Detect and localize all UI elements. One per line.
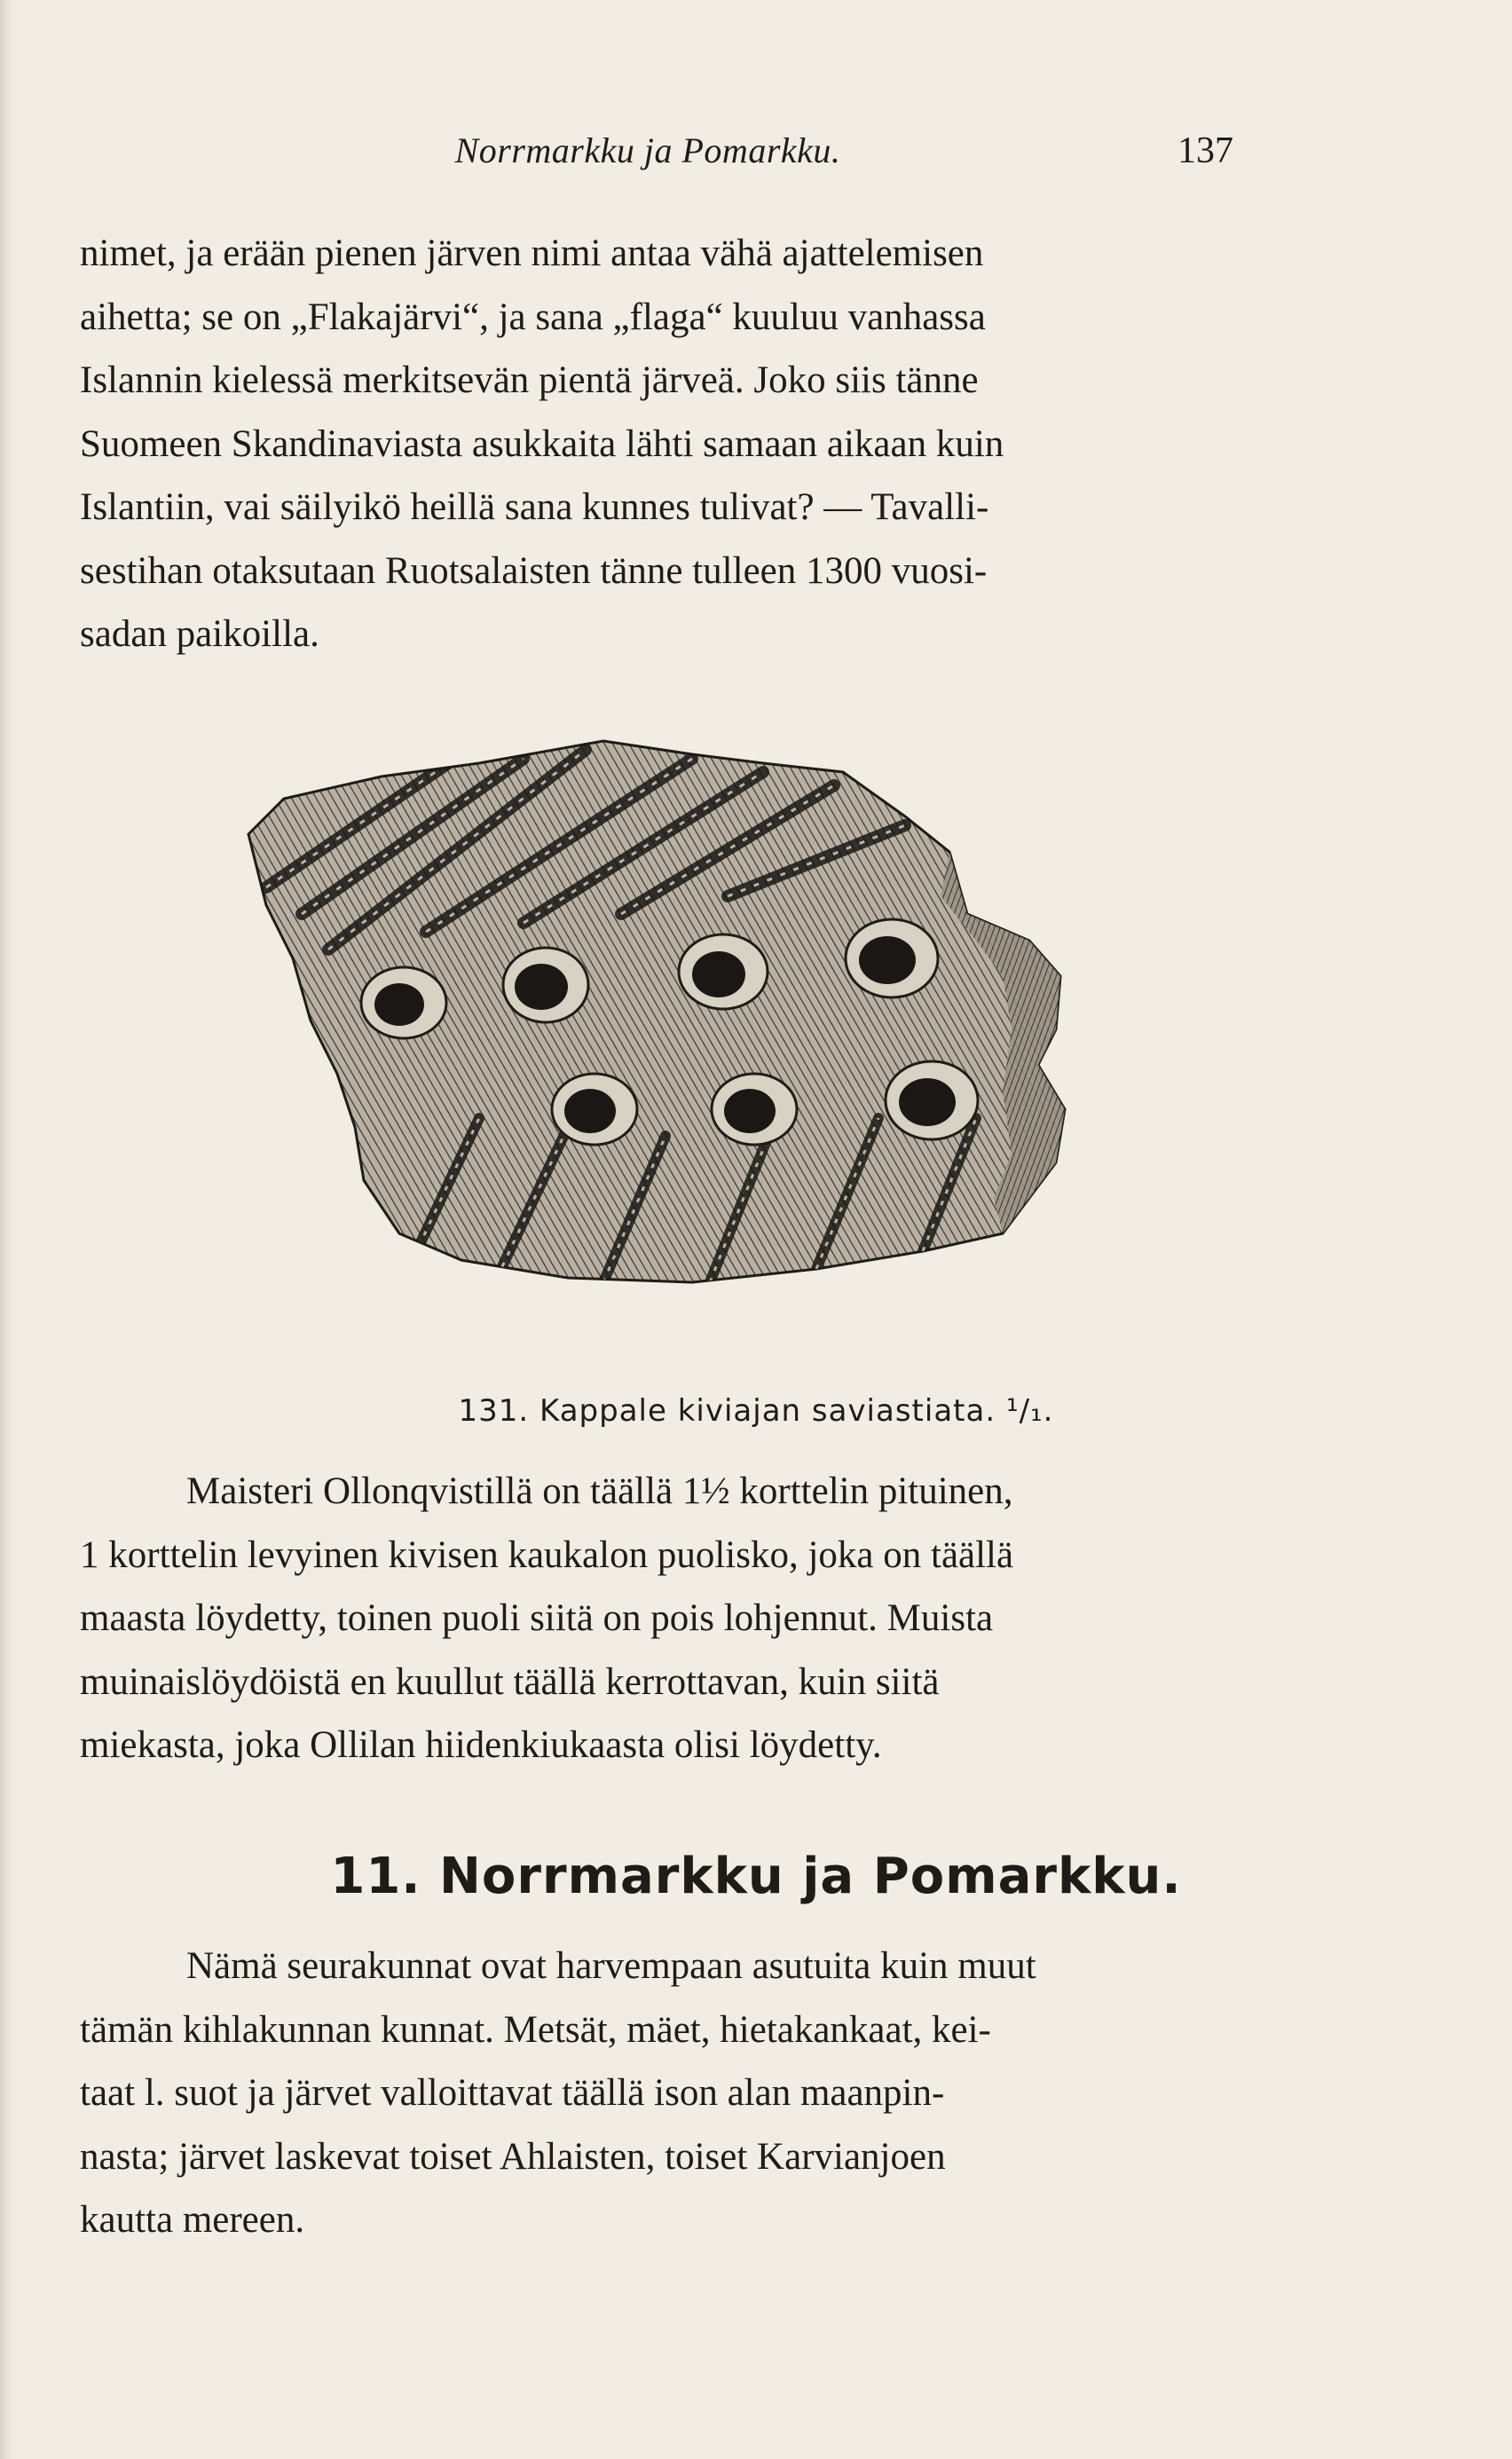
text-line: nimet, ja erään pienen järven nimi antaa vähä ajattelemisen xyxy=(80,233,984,274)
running-title: Norrmarkku ja Pomarkku. xyxy=(454,130,841,170)
text-line: 1 korttelin levyinen kivisen kaukalon puolisko, joka on täällä xyxy=(80,1533,1014,1576)
pottery-shard-illustration xyxy=(231,737,1091,1304)
text-line: kautta mereen. xyxy=(80,2199,305,2241)
text-line: Islantiin, vai säilyikö heillä sana kunnes tulivat? — Tavalli- xyxy=(80,486,989,528)
text-line: nasta; järvet laskevat toiset Ahlaisten, toiset Karvianjoen xyxy=(80,2135,946,2178)
running-head xyxy=(80,124,1233,177)
text-line: taat l. suot ja järvet valloittavat täällä ison alan maanpin- xyxy=(80,2072,945,2114)
shard-body xyxy=(248,741,1065,1300)
figure-caption: 131. Kappale kiviajan saviastiata. ¹/₁. xyxy=(458,1393,1054,1429)
text-line: Suomeen Skandinaviasta asukkaita lähti samaan aikaan kuin xyxy=(80,422,1004,465)
text-line: miekasta, joka Ollilan hiidenkiukaasta olisi löydetty. xyxy=(80,1724,882,1766)
text-line: sadan paikoilla. xyxy=(80,613,319,655)
text-line: aihetta; se on „Flakajärvi“, ja sana „flaga“ kuuluu vanhassa xyxy=(80,296,986,338)
text-line: tämän kihlakunnan kunnat. Metsät, mäet, hietakankaat, kei- xyxy=(80,2008,991,2051)
section-heading: 11. Norrmarkku ja Pomarkku. xyxy=(330,1848,1182,1905)
paragraph-3 xyxy=(80,1935,1251,2252)
text-line: Maisteri Ollonqvistillä on täällä 1½ korttelin pituinen, xyxy=(186,1470,1013,1512)
text-line: maasta löydetty, toinen puoli siitä on pois lohjennut. Muista xyxy=(80,1597,994,1639)
paragraph-1 xyxy=(80,222,1251,666)
text-line: Nämä seurakunnat ovat harvempaan asutuita kuin muut xyxy=(186,1945,1036,1987)
page-number: 137 xyxy=(1177,130,1233,171)
text-line: muinaislöydöistä en kuullut täällä kerrottavan, kuin siitä xyxy=(80,1660,940,1703)
text-line: Islannin kielessä merkitsevän pientä järveä. Joko siis tänne xyxy=(80,359,979,401)
paragraph-2 xyxy=(80,1460,1251,1777)
page-edge-shadow xyxy=(0,0,12,2459)
text-line: sestihan otaksutaan Ruotsalaisten tänne tulleen 1300 vuosi- xyxy=(80,549,988,592)
